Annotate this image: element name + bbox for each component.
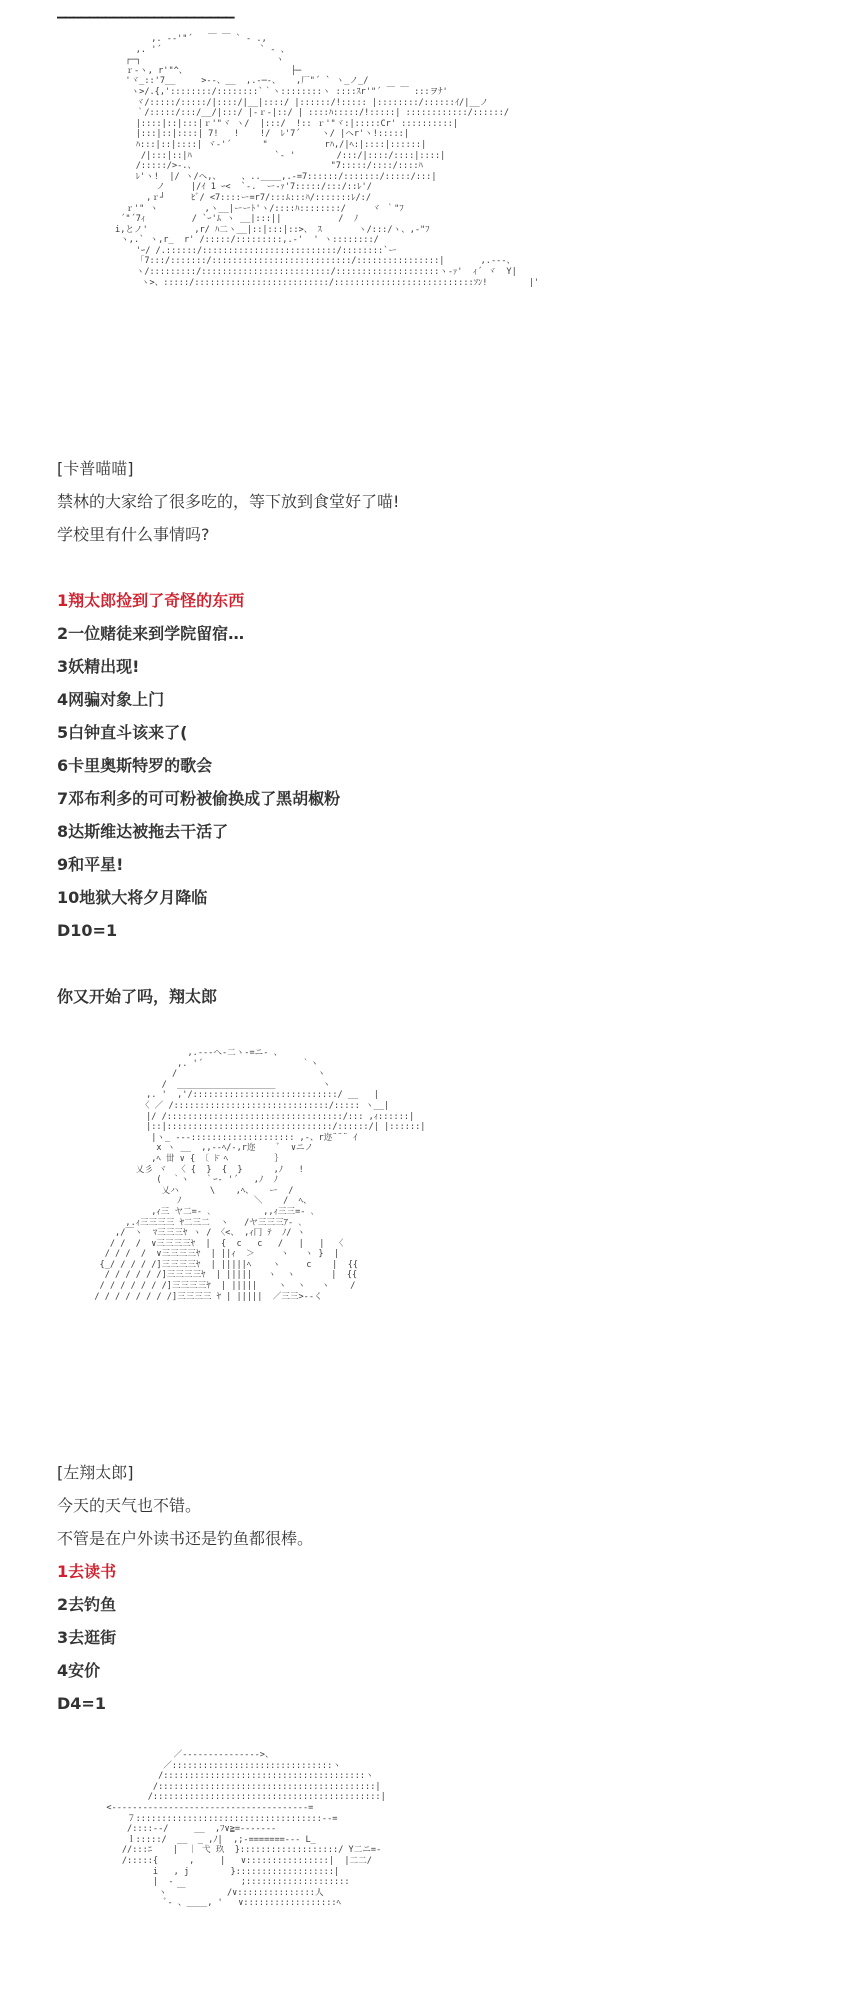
option-item: 9和平星! (57, 855, 124, 874)
dice-roll-result: D10=1 (57, 921, 118, 940)
option-item-selected: 1去读书 (57, 1562, 117, 1581)
dice-roll-result: D4=1 (57, 1694, 106, 1713)
blank-line (57, 947, 340, 980)
option-item: 3去逛街 (57, 1628, 117, 1647)
option-item: 2一位赌徒来到学院留宿… (57, 624, 245, 643)
activity-options-list (57, 1456, 313, 1720)
option-item: 8达斯维达被拖去干活了 (57, 822, 229, 841)
narration-line: 你又开始了吗，翔太郎 (57, 987, 218, 1006)
dialogue-line: 今天的天气也不错。 (57, 1496, 202, 1515)
option-item: 2去钓鱼 (57, 1595, 117, 1614)
dialogue-kapu-meow (57, 452, 399, 551)
dialogue-line: 禁林的大家给了很多吃的，等下放到食堂好了喵! (57, 492, 400, 511)
ascii-art-hat-character: ／--------------->、 ／:::::::::::::::::::::::::::::::ヽ /:::::::::::::::::::::::::::::::::::::::ヽ /::::::::::::::::::::::::::::::::::::::::::| /::::::::::::::::::::::::::::::::::::::::::::| <--------------------------------------= ７::::::::::::::::::::::::::::::::::::--= /::::--/ __ ,ﾌ∨≧=------- ｌ:::::/ __ _ ,ﾉ| ,;-=======-‐‐ L_ //:::ﾆ | ｜ 弋 玖 }:::::::::::::::::::/ Y二ニ=- /:::::{ , | ∨::::::::::::::::| |二二/ i , j }:::::::::::::::::::| | ‐ ;:::::::::::::::::::: ヽ ￣ /∨:::::::::::::::人 ﾞ‐ 、____, ' ∨::::::::::::::::::ﾍ (106, 1750, 386, 1909)
option-item: 6卡里奥斯特罗的歌会 (57, 756, 213, 775)
divider-line: —————————————————————— (57, 8, 234, 26)
option-item-selected: 1翔太郎捡到了奇怪的东西 (57, 591, 245, 610)
option-item: 4网骗对象上门 (57, 690, 165, 709)
speaker-label: [左翔太郎] (57, 1463, 134, 1482)
dialogue-line: 不管是在户外读书还是钓鱼都很棒。 (57, 1529, 314, 1548)
option-item: 7邓布利多的可可粉被偷换成了黑胡椒粉 (57, 789, 341, 808)
ascii-art-shotaro-character: ,.--‐へ-二ヽ-=ニ- 、 ,. '´ ｀ヽ / ヽ / ___________________ ヽ ,. ' ,'/::::::::::::::::::::::::::::/ __ | 〈 ／ /::::::::::::::::::::::::::::::/::::: ヽ__| |/ /::::::::::::::::::::::::::::::::::/::: ,ｨ::::::| |::|::::::::::::::::::::::::::::::::/::::::/| |::::::| |ヽ_ ---:::::::::::::::::::: ,-、r迩¨¨¨ ｲ x ヽ __ ,,--ﾍ/-,r迩 ﾞ ∨ニノ ,ﾍ 丗 ∨ { 〔 ﾄ̄ ﾍ ｝ 乂彡 ヾ 〈 { } { } ,ﾉ ! ( ｀ヽ ｀ｰ- '´ ,ﾉ ﾉ 乂ハ \ ,ﾍ、 ー / ﾉ ＼ / ﾍ、 ,ｨ三 ヤ二=‐ ､ ,,ｨ三三=‐ ､ ,.ｨ三三三三 ﾔ二三二 ヽ /ヤ三三三ｱ‐ ､ ,/￣ヽ ﾏ三三三ﾔ ヽ / 〈<、 ,ｨ冂 ﾃ ﾉ/ ヽ / / / ∨三三三三ﾔ | { c c / | | 〈 / / / / ∨三三三三ﾔ | ||ｨ ＞ ヽ ヽ } | {_/ / / / /]三三三三ﾔ | |||||ﾍ ヽ c | {{ / / / / / /]三三三三ﾔ | ||||| ヽ ヽ | {{ / / / / / / /]三三三三ﾔ | ||||| ヽ ヽ ヽ / / / / / / / / /]三三三三 ﾔ | ||||| ／三三>‐‐く (94, 1048, 426, 1302)
dialogue-line: 学校里有什么事情吗? (57, 525, 210, 544)
event-options-list (57, 584, 340, 1013)
speaker-label: [卡普喵喵] (57, 459, 134, 478)
option-item: 3妖精出现! (57, 657, 140, 676)
option-item: 5白钟直斗该来了( (57, 723, 188, 742)
ascii-art-cat-character: ,. -‐'"´ ￣ ￣ ` ‐ ., ,. '´ ` ‐ 、 ┌─┐ ヽ ｒ-ヽ, r'"^、 ├─ 'ヾ_::'7__ >-‐、__ ,.-─-、 ,厂"´ ` ヽ_ノ_/ ヽ>/.{,'::::::::/::::::::`｀ヽ::::::::ヽ ::::ｽr'"´ ￣ ￣ :::ヲﾅ' ヾ/:::::/:::::/|::::/|__|::::/ |::::::/!::::: |::::::::/::::::ｲ/|__ノ ｀/:::::/:::/__/|:::/ |-ｒ‐|::/ | ::::ﾊ:::::/!:::::| ::::::::::::/::::::/ |::::|::|:::|ｒ'"ヾ ヽ/ |:::/ !:: ｒ'"ヾ:|:::::Cr' ::::::::::| |:::|::|::::| 7! ! !/ ﾚ'7´ ヽ/ |ヘr'ヽ!:::::| ﾊ:::|::|::::| ヾ-'´ " rﾊ,/|ﾍ:|::::|::::::| /|:::|::|ﾊ `- ' /:::/|::::/::::|::::| /:::::/>-.、 "7:::::/::::/::::ﾊ ﾚ'ヽ! |/ ヽ/ヘ,、 、..____,.-=7::::::/:::::::/:::::/:::| ノ |/ｲ 1 ｰ< `-. ー-ｧ'7:::::/:::/::ﾚ'/ ,ｒ┘ ﾋﾞ/ <7::::ー=r7/:::ﾑ:::ﾊ/:::::::ﾚ/:/ ｒ'" ヽ ,ヽ__|ーーﾄ'ヽ/::::ﾊ::::::::/ ヾ ｀"ﾌ ´"´7ｨ / `ｰ'ﾑ ヽ __|:::|| / ﾉ i,とノ' ,r/ ﾊ二ヽ__|::|:::|::>、 ｽ ヽ/:::/ヽ、,-"ﾌ ヽ,.` ヽ,r_ r' /:::::/:::::::::,.-' ' ヽ::::::::/ 'ｰ/ /.::::::/::::::::::::::::::::::::::/::::::::`ー 「7:::/:::::::/:::::::::::::::::::::::::::/::::::::::::::::| ,.-‐-、 ヽ/:::::::::/:::::::::::::::::::::::::/::::::::::::::::::::ヽ-ｧ' ｨ´ ヾ Y| ヽ>、:::::/::::::::::::::::::::::::::/:::::::::::::::::::::::::::ｿﾝ! |' (115, 34, 540, 288)
option-item: 10地狱大将夕月降临 (57, 888, 208, 907)
option-item: 4安价 (57, 1661, 101, 1680)
